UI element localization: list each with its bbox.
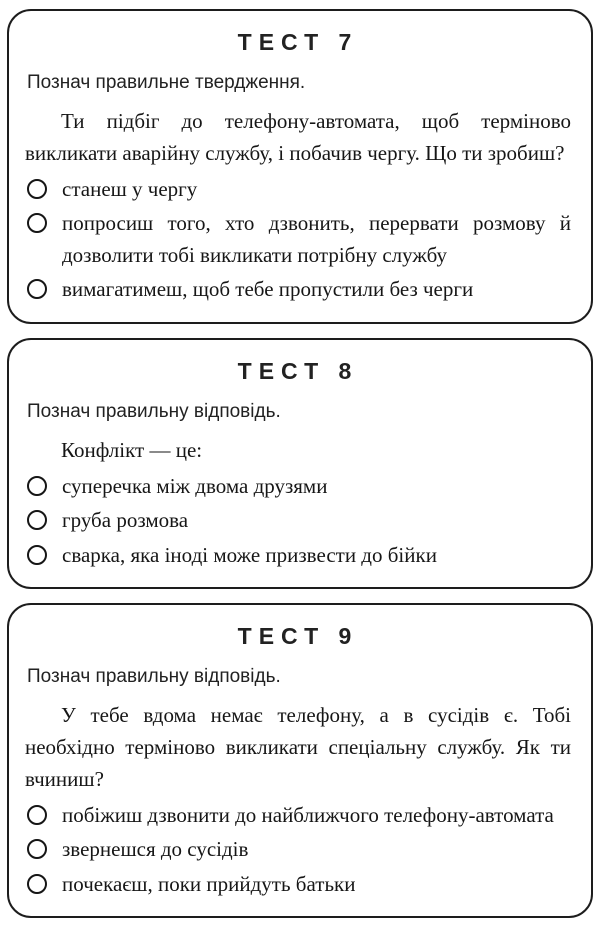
test-8-instruction: Познач правильну відповідь. bbox=[27, 400, 281, 422]
radio-button-icon[interactable] bbox=[27, 839, 47, 859]
test-7-option-2[interactable] bbox=[27, 208, 571, 271]
test-9-instruction: Познач правильну відповідь. bbox=[27, 666, 281, 688]
test-card-8 bbox=[7, 338, 593, 589]
option-label: сварка, яка іноді може призвести до бійки bbox=[62, 542, 437, 567]
option-label: суперечка між двома друзями bbox=[62, 473, 328, 498]
test-9-option-2[interactable] bbox=[27, 834, 571, 866]
option-label: звернешся до сусідів bbox=[62, 837, 249, 862]
test-9-title: ТЕСТ 9 bbox=[237, 623, 359, 650]
test-9-option-3[interactable] bbox=[27, 869, 571, 901]
test-9-question: У тебе вдома немає телефону, а в сусідів є. Тобі необхідно терміново викликати спеціальну службу. Як ти вчиниш? bbox=[25, 703, 571, 792]
radio-button-icon[interactable] bbox=[27, 805, 47, 825]
test-8-options bbox=[25, 471, 571, 572]
test-7-option-3[interactable] bbox=[27, 274, 571, 306]
test-card-7 bbox=[7, 9, 593, 324]
option-label: вимагатимеш, щоб тебе пропустили без черги bbox=[62, 277, 474, 302]
test-7-title: ТЕСТ 7 bbox=[237, 29, 359, 55]
option-label: побіжиш дзвонити до найближчого телефону-автомата bbox=[62, 802, 554, 827]
option-label: станеш у чергу bbox=[62, 176, 198, 201]
radio-button-icon[interactable] bbox=[27, 279, 47, 299]
test-8-option-2[interactable] bbox=[27, 505, 571, 537]
test-8-option-1[interactable] bbox=[27, 471, 571, 503]
test-7-instruction: Познач правильне твердження. bbox=[27, 72, 306, 93]
radio-button-icon[interactable] bbox=[27, 179, 47, 199]
radio-button-icon[interactable] bbox=[27, 476, 47, 496]
option-label: груба розмова bbox=[62, 508, 189, 533]
test-8-title: ТЕСТ 8 bbox=[237, 357, 359, 384]
option-label: попросиш того, хто дзвонить, перервати розмову й дозволити тобі викликати потрібну службу bbox=[62, 211, 571, 267]
radio-button-icon[interactable] bbox=[27, 545, 47, 565]
test-7-question: Ти підбіг до телефону-автомата, щоб терміново викликати аварійну службу, і побачив чергу. Що ти зробиш? bbox=[25, 109, 571, 165]
test-8-option-3[interactable] bbox=[27, 540, 571, 572]
test-9-option-1[interactable] bbox=[27, 800, 571, 832]
test-8-question: Конфлікт — це: bbox=[61, 437, 203, 462]
test-9-options bbox=[25, 800, 571, 901]
option-label: почекаєш, поки прийдуть батьки bbox=[62, 871, 356, 896]
radio-button-icon[interactable] bbox=[27, 510, 47, 530]
test-card-9 bbox=[7, 603, 593, 918]
radio-button-icon[interactable] bbox=[27, 213, 47, 233]
test-7-options bbox=[25, 174, 571, 306]
test-7-option-1[interactable] bbox=[27, 174, 571, 206]
radio-button-icon[interactable] bbox=[27, 874, 47, 894]
